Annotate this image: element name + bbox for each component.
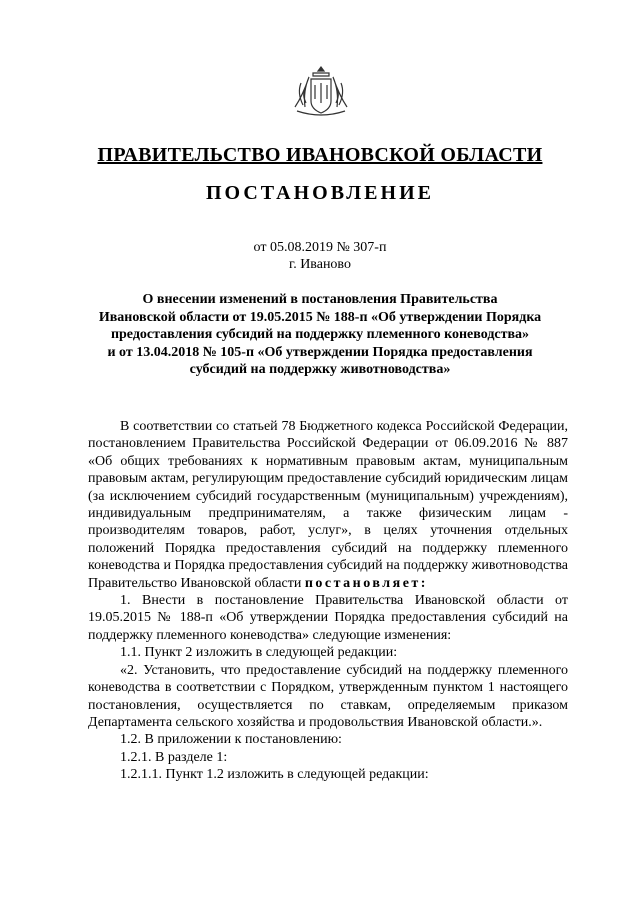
body-paragraph: 1.2. В приложении к постановлению: [120,732,342,748]
date-number: от 05.08.2019 № 307-п [253,240,387,255]
preamble-paragraph [88,418,568,592]
title-line: и от 13.04.2018 № 105-п «Об утверждении Порядка предоставления [107,344,533,360]
decrees-colon: : [420,575,426,591]
city: г. Иваново [289,257,351,272]
decrees-word: постановляет [304,575,421,591]
body-paragraph: 1.2.1.1. Пункт 1.2 изложить в следующей редакции: [120,767,429,783]
body-paragraph: 1. Внести в постановление Правительства Ивановской области от 19.05.2015 № 188-п «Об утверждении Порядка предоставления субсидий на поддержку племенного коневодства» следующие изменения: [88,593,568,643]
title-line: О внесении изменений в постановления Правительства [142,292,498,307]
title-line: предоставления субсидий на поддержку племенного коневодства» [110,327,530,342]
government-name: ПРАВИТЕЛЬСТВО ИВАНОВСКОЙ ОБЛАСТИ [97,144,543,166]
body-paragraph: «2. Установить, что предоставление субсидий на поддержку племенного коневодства в соответствии с Порядком, утвержденным пунктом 1 настоящего постановления, осуществляется по ставкам, определяемым приказом Департамента сельского хозяйства и продовольствия Ивановской области.». [88,662,568,730]
title-line: субсидий на поддержку животноводства» [189,362,451,377]
document-body [88,418,568,784]
preamble-text: В соответствии со статьей 78 Бюджетного кодекса Российской Федерации, постановлением Правительства Российской Федерации от 06.09.2016 № 887 «Об общих требованиях к нормативным правовым актам, муниципальным правовым актам, регулирующим предоставление субсидий юридическим лицам (за исключением субсидий государственным (муниципальным) учреждениям), индивидуальным предпринимателям, а также физическим лицам - производителям товаров, работ, услуг», в целях уточнения отдельных положений Порядка предоставления субсидий на поддержку племенного коневодства и Порядка предоставления субсидий на поддержку животноводства Правительство Ивановской области [88,419,568,591]
body-paragraph: 1.2.1. В разделе 1: [120,749,228,765]
document-meta [0,239,640,273]
document-title [70,291,570,379]
title-line: Ивановской области от 19.05.2015 № 188-п «Об утверждении Порядка [98,309,542,325]
document-type: ПОСТАНОВЛЕНИЕ [206,182,434,204]
coat-of-arms-emblem [291,63,351,119]
body-paragraph: 1.1. Пункт 2 изложить в следующей редакции: [120,645,398,661]
